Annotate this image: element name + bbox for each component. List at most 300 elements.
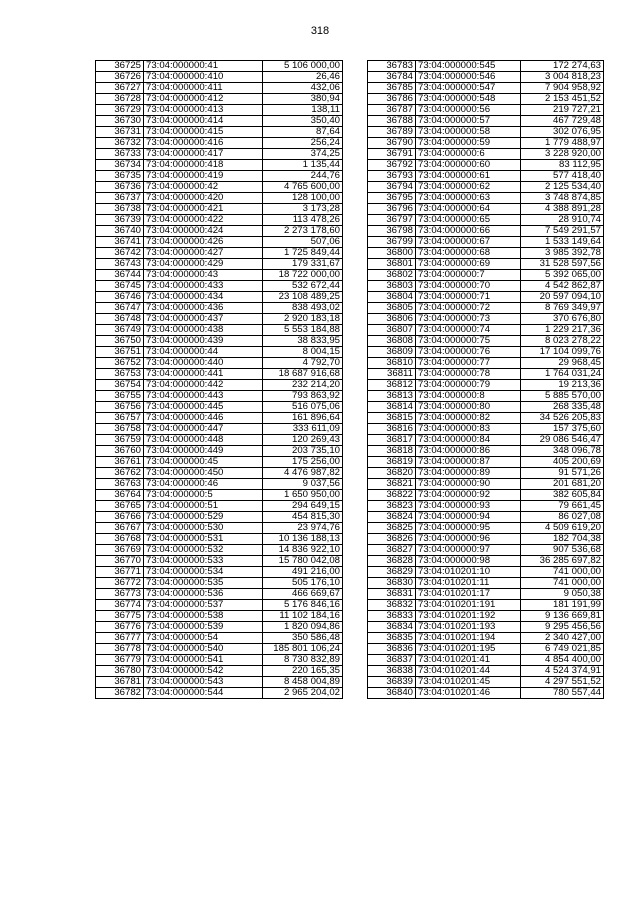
table-row [368,204,604,215]
cadastral-value: 18 722 000,00 [263,270,343,281]
row-number: 36746 [96,292,144,303]
table-row [368,666,604,677]
cadastral-number: 73:04:000000:410 [144,72,263,83]
row-number: 36785 [368,83,416,94]
cadastral-value: 505 176,10 [263,578,343,589]
table-row [96,105,343,116]
cadastral-number: 73:04:000000:540 [144,644,263,655]
table-row [368,567,604,578]
cadastral-value: 179 331,67 [263,259,343,270]
table-row [96,314,343,325]
row-number: 36818 [368,446,416,457]
cadastral-value: 7 904 958,92 [521,83,604,94]
row-number: 36795 [368,193,416,204]
row-number: 36839 [368,677,416,688]
cadastral-value: 380,94 [263,94,343,105]
cadastral-value: 4 297 551,52 [521,677,604,688]
cadastral-number: 73:04:000000:415 [144,127,263,138]
cadastral-value: 405 200,69 [521,457,604,468]
table-row [96,534,343,545]
cadastral-number: 73:04:010201:44 [416,666,521,677]
row-number: 36747 [96,303,144,314]
row-number: 36732 [96,138,144,149]
row-number: 36781 [96,677,144,688]
cadastral-value: 19 213,36 [521,380,604,391]
table-row [96,424,343,435]
table-row [96,193,343,204]
cadastral-number: 73:04:000000:450 [144,468,263,479]
cadastral-number: 73:04:000000:71 [416,292,521,303]
row-number: 36808 [368,336,416,347]
cadastral-number: 73:04:010201:11 [416,578,521,589]
cadastral-value: 4 476 987,82 [263,468,343,479]
row-number: 36777 [96,633,144,644]
table-row [368,325,604,336]
row-number: 36832 [368,600,416,611]
cadastral-value: 350,40 [263,116,343,127]
cadastral-value: 4 509 619,20 [521,523,604,534]
cadastral-number: 73:04:000000:529 [144,512,263,523]
row-number: 36751 [96,347,144,358]
table-row [96,435,343,446]
cadastral-value: 203 735,10 [263,446,343,457]
row-number: 36829 [368,567,416,578]
table-row [368,116,604,127]
cadastral-value: 3 173,28 [263,204,343,215]
row-number: 36836 [368,644,416,655]
cadastral-value: 374,25 [263,149,343,160]
cadastral-number: 73:04:000000:95 [416,523,521,534]
cadastral-number: 73:04:000000:60 [416,160,521,171]
row-number: 36809 [368,347,416,358]
cadastral-number: 73:04:000000:76 [416,347,521,358]
row-number: 36801 [368,259,416,270]
table-row [368,237,604,248]
cadastral-number: 73:04:000000:414 [144,116,263,127]
cadastral-number: 73:04:000000:433 [144,281,263,292]
cadastral-number: 73:04:000000:45 [144,457,263,468]
table-row [96,622,343,633]
table-row [96,545,343,556]
cadastral-value: 1 725 849,44 [263,248,343,259]
cadastral-number: 73:04:000000:446 [144,413,263,424]
row-number: 36805 [368,303,416,314]
cadastral-number: 73:04:000000:7 [416,270,521,281]
row-number: 36755 [96,391,144,402]
cadastral-number: 73:04:000000:532 [144,545,263,556]
table-row [368,380,604,391]
cadastral-value: 532 672,44 [263,281,343,292]
cadastral-number: 73:04:010201:195 [416,644,521,655]
table-row [96,490,343,501]
row-number: 36820 [368,468,416,479]
table-row [96,160,343,171]
cadastral-number: 73:04:010201:41 [416,655,521,666]
row-number: 36786 [368,94,416,105]
table-row [96,61,343,72]
row-number: 36740 [96,226,144,237]
cadastral-number: 73:04:000000:427 [144,248,263,259]
table-row [368,193,604,204]
table-row [368,61,604,72]
row-number: 36780 [96,666,144,677]
cadastral-number: 73:04:000000:441 [144,369,263,380]
cadastral-value: 9 050,38 [521,589,604,600]
cadastral-value: 29 086 546,47 [521,435,604,446]
cadastral-number: 73:04:000000:93 [416,501,521,512]
cadastral-number: 73:04:000000:56 [416,105,521,116]
row-number: 36776 [96,622,144,633]
table-row [96,94,343,105]
table-row [368,259,604,270]
cadastral-value: 8 730 832,89 [263,655,343,666]
table-row [368,347,604,358]
cadastral-value: 31 528 597,56 [521,259,604,270]
cadastral-value: 87,64 [263,127,343,138]
cadastral-number: 73:04:000000:89 [416,468,521,479]
table-row [96,589,343,600]
row-number: 36797 [368,215,416,226]
cadastral-value: 382 605,84 [521,490,604,501]
row-number: 36803 [368,281,416,292]
cadastral-number: 73:04:000000:96 [416,534,521,545]
cadastral-value: 1 764 031,24 [521,369,604,380]
table-row [96,270,343,281]
row-number: 36787 [368,105,416,116]
cadastral-number: 73:04:000000:80 [416,402,521,413]
table-row [368,303,604,314]
cadastral-number: 73:04:000000:78 [416,369,521,380]
cadastral-value: 15 780 042,08 [263,556,343,567]
row-number: 36769 [96,545,144,556]
table-row [96,567,343,578]
table-row [96,633,343,644]
cadastral-value: 5 553 184,88 [263,325,343,336]
row-number: 36830 [368,578,416,589]
row-number: 36729 [96,105,144,116]
cadastral-value: 120 269,43 [263,435,343,446]
row-number: 36766 [96,512,144,523]
table-row [368,402,604,413]
cadastral-number: 73:04:000000:545 [416,61,521,72]
cadastral-number: 73:04:000000:69 [416,259,521,270]
table-row [368,424,604,435]
row-number: 36757 [96,413,144,424]
table-row [96,479,343,490]
cadastral-value: 36 285 697,82 [521,556,604,567]
row-number: 36725 [96,61,144,72]
row-number: 36828 [368,556,416,567]
row-number: 36812 [368,380,416,391]
row-number: 36788 [368,116,416,127]
cadastral-number: 73:04:000000:77 [416,358,521,369]
cadastral-value: 907 536,68 [521,545,604,556]
row-number: 36737 [96,193,144,204]
cadastral-number: 73:04:000000:67 [416,237,521,248]
cadastral-number: 73:04:000000:534 [144,567,263,578]
table-row [368,182,604,193]
cadastral-number: 73:04:000000:5 [144,490,263,501]
cadastral-number: 73:04:010201:193 [416,622,521,633]
table-row [368,479,604,490]
row-number: 36779 [96,655,144,666]
table-row [368,270,604,281]
table-row [96,347,343,358]
cadastral-value: 182 704,38 [521,534,604,545]
cadastral-number: 73:04:000000:413 [144,105,263,116]
table-row [368,644,604,655]
cadastral-number: 73:04:000000:8 [416,391,521,402]
cadastral-value: 219 727,21 [521,105,604,116]
cadastral-number: 73:04:000000:448 [144,435,263,446]
table-row [96,182,343,193]
cadastral-value: 3 985 392,78 [521,248,604,259]
table-row [96,391,343,402]
table-row [96,171,343,182]
row-number: 36819 [368,457,416,468]
cadastral-value: 86 027,08 [521,512,604,523]
cadastral-number: 73:04:010201:191 [416,600,521,611]
table-row [96,523,343,534]
row-number: 36810 [368,358,416,369]
cadastral-value: 23 974,76 [263,523,343,534]
cadastral-value: 185 801 106,24 [263,644,343,655]
cadastral-number: 73:04:000000:6 [416,149,521,160]
cadastral-value: 7 549 291,57 [521,226,604,237]
cadastral-value: 4 524 374,91 [521,666,604,677]
table-row [96,688,343,699]
table-row [96,281,343,292]
table-row [368,105,604,116]
row-number: 36813 [368,391,416,402]
cadastral-value: 1 650 950,00 [263,490,343,501]
row-number: 36728 [96,94,144,105]
table-row [96,380,343,391]
row-number: 36782 [96,688,144,699]
cadastral-value: 2 273 178,60 [263,226,343,237]
cadastral-number: 73:04:000000:449 [144,446,263,457]
row-number: 36738 [96,204,144,215]
cadastral-number: 73:04:000000:438 [144,325,263,336]
table-row [368,534,604,545]
row-number: 36827 [368,545,416,556]
registry-table-left [95,60,343,699]
cadastral-value: 161 896,64 [263,413,343,424]
table-row [368,292,604,303]
table-row [368,435,604,446]
cadastral-value: 838 493,02 [263,303,343,314]
cadastral-number: 73:04:000000:62 [416,182,521,193]
cadastral-value: 516 075,06 [263,402,343,413]
cadastral-number: 73:04:000000:439 [144,336,263,347]
cadastral-number: 73:04:000000:41 [144,61,263,72]
row-number: 36750 [96,336,144,347]
cadastral-number: 73:04:010201:194 [416,633,521,644]
cadastral-value: 2 965 204,02 [263,688,343,699]
row-number: 36773 [96,589,144,600]
table-row [96,303,343,314]
cadastral-number: 73:04:000000:417 [144,149,263,160]
cadastral-number: 73:04:000000:419 [144,171,263,182]
cadastral-number: 73:04:000000:422 [144,215,263,226]
cadastral-value: 466 669,67 [263,589,343,600]
table-row [368,314,604,325]
cadastral-value: 432,06 [263,83,343,94]
row-number: 36831 [368,589,416,600]
row-number: 36833 [368,611,416,622]
table-row [96,512,343,523]
table-row [368,413,604,424]
cadastral-number: 73:04:000000:46 [144,479,263,490]
cadastral-value: 5 885 570,00 [521,391,604,402]
table-row [368,622,604,633]
table-row [96,468,343,479]
table-row [96,116,343,127]
cadastral-value: 232 214,20 [263,380,343,391]
cadastral-number: 73:04:000000:98 [416,556,521,567]
table-row [96,83,343,94]
cadastral-value: 3 748 874,85 [521,193,604,204]
table-row [96,336,343,347]
table-row [368,226,604,237]
table-row [368,501,604,512]
row-number: 36760 [96,446,144,457]
cadastral-number: 73:04:000000:54 [144,633,263,644]
row-number: 36767 [96,523,144,534]
row-number: 36792 [368,160,416,171]
cadastral-number: 73:04:000000:538 [144,611,263,622]
table-row [96,446,343,457]
cadastral-number: 73:04:000000:42 [144,182,263,193]
row-number: 36835 [368,633,416,644]
cadastral-value: 6 749 021,85 [521,644,604,655]
cadastral-value: 268 335,48 [521,402,604,413]
cadastral-number: 73:04:000000:546 [416,72,521,83]
row-number: 36796 [368,204,416,215]
row-number: 36774 [96,600,144,611]
table-row [96,457,343,468]
cadastral-number: 73:04:000000:548 [416,94,521,105]
table-row [368,281,604,292]
row-number: 36822 [368,490,416,501]
row-number: 36771 [96,567,144,578]
row-number: 36816 [368,424,416,435]
cadastral-number: 73:04:000000:536 [144,589,263,600]
table-row [96,215,343,226]
cadastral-value: 138,11 [263,105,343,116]
row-number: 36748 [96,314,144,325]
table-row [96,138,343,149]
cadastral-value: 1 533 149,64 [521,237,604,248]
cadastral-value: 10 136 188,13 [263,534,343,545]
table-row [368,490,604,501]
row-number: 36730 [96,116,144,127]
cadastral-number: 73:04:000000:429 [144,259,263,270]
cadastral-value: 350 586,48 [263,633,343,644]
cadastral-number: 73:04:000000:94 [416,512,521,523]
cadastral-number: 73:04:000000:416 [144,138,263,149]
cadastral-number: 73:04:000000:59 [416,138,521,149]
table-row [96,556,343,567]
table-row [96,259,343,270]
row-number: 36742 [96,248,144,259]
row-number: 36745 [96,281,144,292]
cadastral-value: 201 681,20 [521,479,604,490]
cadastral-value: 333 611,09 [263,424,343,435]
cadastral-value: 294 649,15 [263,501,343,512]
table-row [96,72,343,83]
cadastral-value: 780 557,44 [521,688,604,699]
row-number: 36756 [96,402,144,413]
cadastral-value: 11 102 184,16 [263,611,343,622]
row-number: 36761 [96,457,144,468]
table-row [368,457,604,468]
cadastral-number: 73:04:000000:51 [144,501,263,512]
row-number: 36768 [96,534,144,545]
cadastral-number: 73:04:010201:46 [416,688,521,699]
table-row [368,215,604,226]
cadastral-number: 73:04:000000:541 [144,655,263,666]
cadastral-value: 91 571,26 [521,468,604,479]
cadastral-value: 2 920 183,18 [263,314,343,325]
cadastral-value: 172 274,63 [521,61,604,72]
cadastral-value: 4 854 400,00 [521,655,604,666]
cadastral-number: 73:04:000000:86 [416,446,521,457]
row-number: 36752 [96,358,144,369]
table-row [96,369,343,380]
table-row [96,149,343,160]
row-number: 36789 [368,127,416,138]
table-row [368,127,604,138]
cadastral-value: 1 820 094,86 [263,622,343,633]
row-number: 36736 [96,182,144,193]
cadastral-number: 73:04:000000:65 [416,215,521,226]
table-row [368,556,604,567]
table-row [96,677,343,688]
row-number: 36793 [368,171,416,182]
table-row [368,655,604,666]
row-number: 36727 [96,83,144,94]
row-number: 36790 [368,138,416,149]
row-number: 36821 [368,479,416,490]
table-row [368,72,604,83]
cadastral-number: 73:04:000000:426 [144,237,263,248]
cadastral-number: 73:04:000000:411 [144,83,263,94]
cadastral-value: 4 542 862,87 [521,281,604,292]
table-row [368,633,604,644]
cadastral-value: 4 765 600,00 [263,182,343,193]
cadastral-value: 34 526 205,83 [521,413,604,424]
row-number: 36817 [368,435,416,446]
cadastral-value: 3 228 920,00 [521,149,604,160]
cadastral-value: 256,24 [263,138,343,149]
row-number: 36840 [368,688,416,699]
table-row [368,358,604,369]
table-row [96,292,343,303]
cadastral-value: 8 023 278,22 [521,336,604,347]
row-number: 36775 [96,611,144,622]
cadastral-value: 181 191,99 [521,600,604,611]
cadastral-value: 26,46 [263,72,343,83]
cadastral-value: 5 106 000,00 [263,61,343,72]
row-number: 36733 [96,149,144,160]
table-row [368,149,604,160]
cadastral-value: 244,76 [263,171,343,182]
row-number: 36794 [368,182,416,193]
table-row [368,611,604,622]
cadastral-number: 73:04:000000:61 [416,171,521,182]
row-number: 36764 [96,490,144,501]
